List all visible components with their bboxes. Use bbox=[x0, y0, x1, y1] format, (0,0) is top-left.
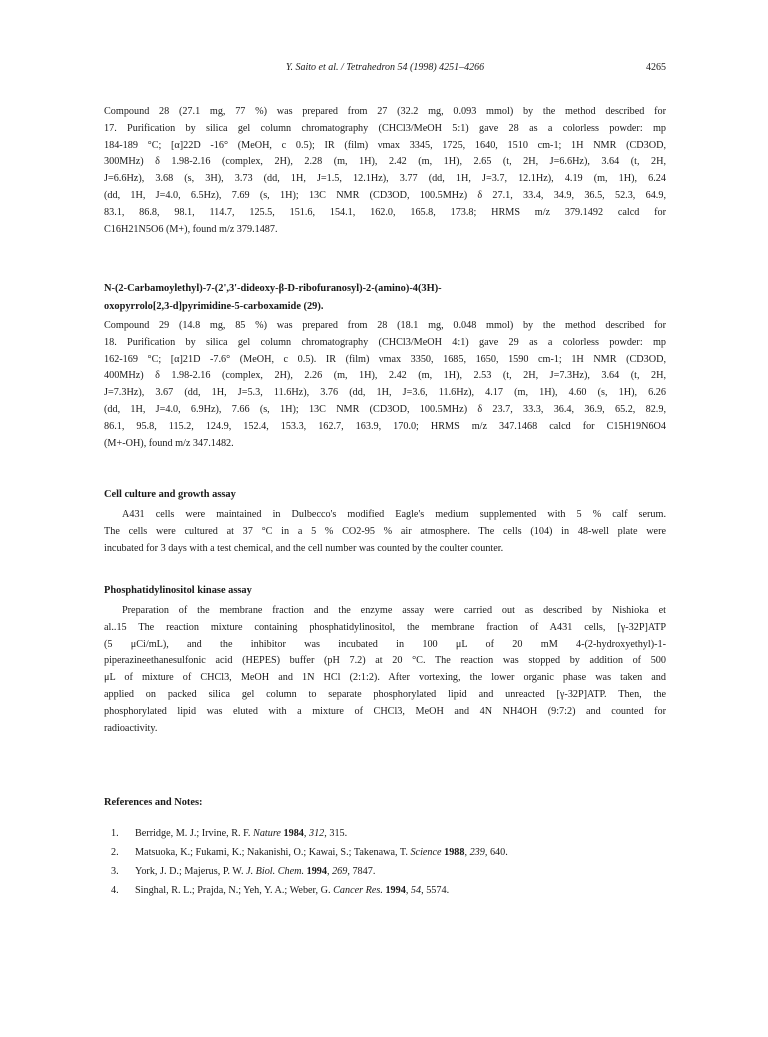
text-line: Preparation of the membrane fraction and the enzyme assay were carried out as described by Nishioka et bbox=[122, 605, 666, 616]
text-line: piperazineethanesulfonic acid (HEPES) buffer (pH 7.2) at 20 °C. The reaction was stopped by addition of 500 bbox=[104, 655, 666, 667]
text-line: phosphorylated lipid was eluted with a mixture of CHCl3, MeOH and 4N NH4OH (9:7:2) and counted for bbox=[104, 705, 666, 717]
text-line: al..15 The reaction mixture containing phosphatidylinositol, the membrane fraction of A431 cells, [γ-32P]ATP bbox=[104, 621, 666, 633]
reference-text: Singhal, R. L.; Prajda, N.; Yeh, Y. A.; Weber, G. Cancer Res. 1994, 54, 5574. bbox=[135, 885, 450, 896]
text-line: applied on packed silica gel column to separate phosphorylated lipid and unreacted [γ-32P]ATP. Then, the bbox=[104, 688, 666, 700]
text-line: The cells were cultured at 37 °C in a 5 % CO2-95 % air atmosphere. The cells (104) in 48-well plate were bbox=[104, 525, 666, 537]
text-line: (dd, 1H, J=4.0, 6.5Hz), 7.69 (s, 1H); 13C NMR (CD3OD, 100.5MHz) δ 27.1, 33.4, 34.9, 36.5, 52.3, 64.9, bbox=[104, 189, 666, 201]
text-line: Compound 28 (27.1 mg, 77 %) was prepared from 27 (32.2 mg, 0.093 mmol) by the method described for bbox=[104, 106, 666, 117]
reference-number: 1. bbox=[111, 828, 119, 839]
text-line: Compound 29 (14.8 mg, 85 %) was prepared from 28 (18.1 mg, 0.048 mmol) by the method described for bbox=[104, 320, 666, 331]
text-line: radioactivity. bbox=[104, 722, 158, 734]
running-header bbox=[104, 62, 666, 76]
text-line: 17. Purification by silica gel column chromatography (CHCl3/MeOH 5:1) gave 28 as a colorless powder: mp bbox=[104, 122, 666, 134]
page-number: 4265 bbox=[646, 62, 666, 73]
text-line: incubated for 3 days with a test chemical, and the cell number was counted by the coulter counter. bbox=[104, 542, 504, 554]
text-line: (dd, 1H, J=4.0, 6.9Hz), 7.66 (s, 1H); 13C NMR (CD3OD, 100.5MHz) δ 23.7, 33.3, 36.4, 36.9, 65.2, 82.9, bbox=[104, 403, 666, 415]
compound-28-paragraph bbox=[104, 104, 666, 238]
text-line: 184-189 °C; [α]22D -16° (MeOH, c 0.5); IR (film) νmax 3345, 1725, 1640, 1510 cm-1; 1H NMR (CD3OD, bbox=[104, 139, 666, 151]
cell-culture-heading: Cell culture and growth assay bbox=[104, 489, 236, 500]
text-line: 83.1, 86.8, 98.1, 114.7, 125.5, 151.6, 154.1, 162.0, 165.8, 173.8; HRMS m/z 379.1492 calcd for bbox=[104, 206, 666, 218]
text-line: 18. Purification by silica gel column chromatography (CHCl3/MeOH 4:1) gave 29 as a colorless powder: mp bbox=[104, 336, 666, 348]
compound-29-title-line1: N-(2-Carbamoylethyl)-7-(2',3'-dideoxy-β-D-ribofuranosyl)-2-(amino)-4(3H)- bbox=[104, 283, 442, 294]
compound-29-paragraph bbox=[104, 318, 666, 452]
reference-text: Matsuoka, K.; Fukami, K.; Nakanishi, O.; Kawai, S.; Takenawa, T. Science 1988, 239, 640. bbox=[135, 847, 508, 858]
references-heading: References and Notes: bbox=[104, 797, 203, 808]
reference-number: 4. bbox=[111, 885, 119, 896]
reference-text: York, J. D.; Majerus, P. W. J. Biol. Chem. 1994, 269, 7847. bbox=[135, 866, 376, 877]
kinase-assay-heading: Phosphatidylinositol kinase assay bbox=[104, 585, 252, 596]
kinase-assay-paragraph bbox=[104, 603, 666, 737]
text-line: J=6.6Hz), 3.68 (s, 3H), 3.73 (dd, 1H, J=1.5, 12.1Hz), 3.77 (dd, 1H, J=3.7, 12.1Hz), 4.19 (m, 1H), 6.24 bbox=[104, 173, 666, 185]
cell-culture-paragraph bbox=[104, 507, 666, 557]
reference-text: Berridge, M. J.; Irvine, R. F. Nature 1984, 312, 315. bbox=[135, 828, 348, 839]
text-line: (5 μCi/mL), and the inhibitor was incubated in 100 μL of 20 mM 4-(2-hydroxyethyl)-1- bbox=[104, 638, 666, 650]
text-line: μL of mixture of CHCl3, MeOH and 1N HCl (2:1:2). After vortexing, the lower organic phase was taken and bbox=[104, 672, 666, 684]
text-line: C16H21N5O6 (M+), found m/z 379.1487. bbox=[104, 223, 278, 235]
text-line: A431 cells were maintained in Dulbecco's modified Eagle's medium supplemented with 5 % calf serum. bbox=[122, 509, 666, 520]
compound-29-title-line2: oxopyrrolo[2,3-d]pyrimidine-5-carboxamide (29). bbox=[104, 301, 324, 312]
text-line: 162-169 °C; [α]21D -7.6° (MeOH, c 0.5). IR (film) νmax 3350, 1685, 1650, 1590 cm-1; 1H NMR (CD3OD, bbox=[104, 353, 666, 365]
journal-citation: Y. Saito et al. / Tetrahedron 54 (1998) 4251–4266 bbox=[285, 62, 485, 73]
text-line: 400MHz) δ 1.98-2.16 (complex, 2H), 2.26 (m, 1H), 2.42 (m, 1H), 2.53 (t, 2H, J=7.3Hz), 3.64 (t, 2H, bbox=[104, 370, 666, 382]
reference-number: 3. bbox=[111, 866, 119, 877]
text-line: (M+-OH), found m/z 347.1482. bbox=[104, 437, 234, 449]
reference-number: 2. bbox=[111, 847, 119, 858]
text-line: 86.1, 95.8, 115.2, 124.9, 152.4, 153.3, 162.7, 163.9, 170.0; HRMS m/z 347.1468 calcd for C15H19N6O4 bbox=[104, 420, 666, 432]
text-line: 300MHz) δ 1.98-2.16 (complex, 2H), 2.28 (m, 1H), 2.42 (m, 1H), 2.65 (t, 2H, J=6.6Hz), 3.64 (t, 2H, bbox=[104, 156, 666, 168]
text-line: J=7.3Hz), 3.67 (dd, 1H, J=5.3, 11.6Hz), 3.76 (dd, 1H, J=3.6, 11.6Hz), 4.17 (m, 1H), 4.60 (s, 1H), 6.26 bbox=[104, 387, 666, 399]
